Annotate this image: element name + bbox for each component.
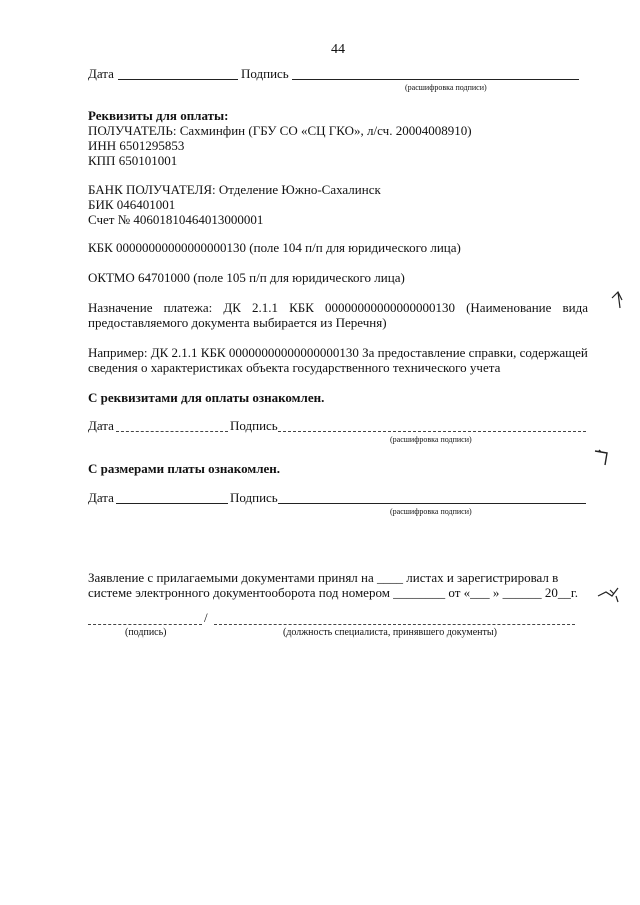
oktmo-line: ОКТМО 64701000 (поле 105 п/п для юридического лица): [88, 270, 405, 285]
margin-mark-icon: [596, 584, 622, 604]
page-number: 44: [331, 42, 345, 57]
ack2-date-line[interactable]: [116, 503, 228, 504]
acceptance-line-2: системе электронного документооборота под номером ________ от «___ » ______ 20__г.: [88, 585, 579, 600]
purpose-line-1: Назначение платежа: ДК 2.1.1 КБК 00000000000000000130 (Наименование вида: [88, 300, 588, 315]
account-line: Счет № 40601810464013000001: [88, 212, 264, 227]
signature-decode-caption: (расшифровка подписи): [405, 83, 487, 92]
slash-separator: /: [204, 610, 208, 625]
ack-requisites-heading: С реквизитами для оплаты ознакомлен.: [88, 390, 325, 405]
ack1-decode-caption: (расшифровка подписи): [390, 435, 472, 444]
ack1-signature-label: Подпись: [230, 418, 278, 433]
ack1-signature-line[interactable]: [278, 431, 586, 432]
example-line-2: сведения о характеристиках объекта государственного технического учета: [88, 360, 501, 375]
specialist-position-line[interactable]: [214, 624, 575, 625]
signature-label: Подпись: [241, 66, 289, 81]
signature-line[interactable]: [292, 79, 579, 80]
specialist-position-caption: (должность специалиста, принявшего документы): [283, 627, 497, 638]
specialist-signature-line[interactable]: [88, 624, 202, 625]
kpp-line: КПП 650101001: [88, 153, 178, 168]
ack1-date-line[interactable]: [116, 431, 228, 432]
margin-mark-icon: [608, 288, 628, 312]
specialist-signature-caption: (подпись): [125, 627, 167, 638]
acceptance-line-1: Заявление с прилагаемыми документами принял на ____ листах и зарегистрировал в: [88, 570, 559, 585]
ack2-signature-label: Подпись: [230, 490, 278, 505]
recipient-line: ПОЛУЧАТЕЛЬ: Сахминфин (ГБУ СО «СЦ ГКО», л/сч. 20004008910): [88, 123, 472, 138]
margin-mark-icon: [593, 447, 615, 471]
bik-line: БИК 046401001: [88, 197, 176, 212]
example-line-1: Например: ДК 2.1.1 КБК 00000000000000000130 За предоставление справки, содержащей: [88, 345, 588, 360]
bank-line: БАНК ПОЛУЧАТЕЛЯ: Отделение Южно-Сахалинск: [88, 182, 381, 197]
purpose-line-2: предоставляемого документа выбирается из Перечня): [88, 315, 387, 330]
kbk-line: КБК 00000000000000000130 (поле 104 п/п для юридического лица): [88, 240, 461, 255]
requisites-heading: Реквизиты для оплаты:: [88, 108, 229, 123]
ack1-date-label: Дата: [88, 418, 114, 433]
ack-fees-heading: С размерами платы ознакомлен.: [88, 461, 281, 476]
date-line[interactable]: [118, 79, 238, 80]
inn-line: ИНН 6501295853: [88, 138, 185, 153]
ack2-signature-line[interactable]: [278, 503, 586, 504]
ack2-date-label: Дата: [88, 490, 114, 505]
ack2-decode-caption: (расшифровка подписи): [390, 507, 472, 516]
date-label: Дата: [88, 66, 114, 81]
